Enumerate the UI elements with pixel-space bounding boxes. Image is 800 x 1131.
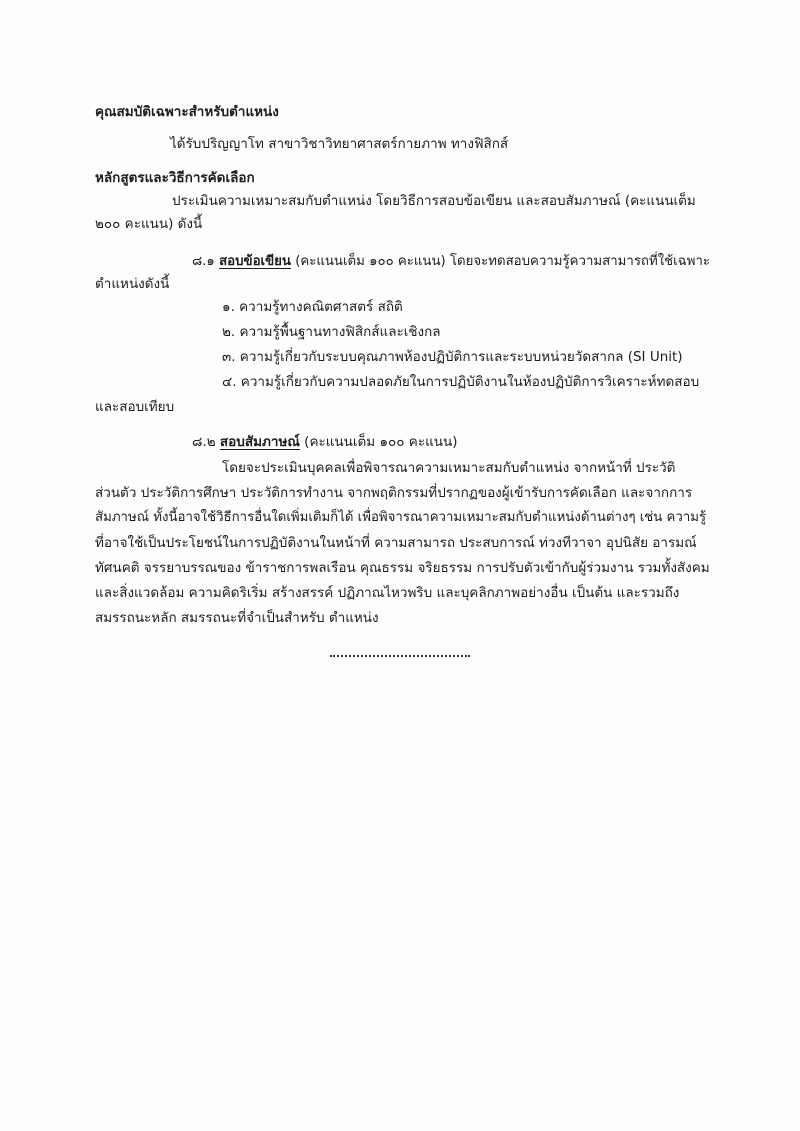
interview-paragraph-line: ทัศนคติ จรรยาบรรณของ ข้าราชการพลเรือน คุณธรรม จริยธรรม การปรับตัวเข้ากับผู้ร่วมงาน รวมทั้งสังคม [95,560,710,576]
interview-paragraph-line: และสิ่งแวดล้อม ความคิดริเริ่ม สร้างสรรค์ ปฏิภาณไหวพริบ และบุคลิกภาพอย่างอื่น เป็นต้น และรวมถึง [95,585,680,601]
selection-heading: หลักสูตรและวิธีการคัดเลือก [95,170,255,186]
interview-number: ๘.๒ [192,434,216,450]
written-exam-number: ๘.๑ [192,254,215,269]
list-item: ๒. ความรู้พื้นฐานทางฟิสิกส์และเชิงกล [222,324,441,340]
list-item: ๔. ความรู้เกี่ยวกับความปลอดภัยในการปฏิบัติงานในห้องปฏิบัติการวิเคราะห์ทดสอบ [222,374,700,390]
written-exam-title: สอบข้อเขียน [219,254,291,269]
selection-intro-line2: ๒๐๐ คะแนน) ดังนี้ [95,216,203,232]
interview-paragraph-line: สมรรถนะหลัก สมรรถนะที่จำเป็นสำหรับ ตำแหน่ง [95,610,379,626]
written-exam-line2: ตำแหน่งดังนี้ [95,276,170,292]
interview-desc: (คะแนนเต็ม ๑๐๐ คะแนน) [304,434,458,450]
interview-heading-line [192,432,458,452]
interview-paragraph-line: โดยจะประเมินบุคคลเพื่อพิจารณาความเหมาะสมกับตำแหน่ง จากหน้าที่ ประวัติ [222,460,676,476]
list-item-continuation: และสอบเทียบ [95,399,175,415]
end-dotted-divider [330,655,470,657]
interview-paragraph-line: สัมภาษณ์ ทั้งนี้อาจใช้วิธีการอื่นใดเพิ่มเติมก็ได้ เพื่อพิจารณาความเหมาะสมกับตำแหน่งด้านต่างๆ เช่น ความรู้ [95,510,707,525]
list-item: ๓. ความรู้เกี่ยวกับระบบคุณภาพห้องปฏิบัติการและระบบหน่วยวัดสากล (SI Unit) [222,349,683,365]
qualifications-heading: คุณสมบัติเฉพาะสำหรับตำแหน่ง [95,104,279,120]
written-exam-desc: (คะแนนเต็ม ๑๐๐ คะแนน) โดยจะทดสอบความรู้ความสามารถที่ใช้เฉพาะ [295,254,711,269]
selection-intro-line1: ประเมินความเหมาะสมกับตำแหน่ง โดยวิธีการสอบข้อเขียน และสอบสัมภาษณ์ (คะแนนเต็ม [172,193,696,209]
interview-paragraph-line: ส่วนตัว ประวัติการศึกษา ประวัติการทำงาน จากพฤติกรรมที่ปรากฏของผู้เข้ารับการคัดเลือก และจากการ [95,485,693,501]
list-item: ๑. ความรู้ทางคณิตศาสตร์ สถิติ [222,299,403,315]
interview-paragraph-line: ที่อาจใช้เป็นประโยชน์ในการปฏิบัติงานในหน้าที่ ความสามารถ ประสบการณ์ ท่วงทีวาจา อุปนิสัย อารมณ์ [95,535,697,551]
written-exam-line1 [192,252,710,272]
qualifications-text: ได้รับปริญญาโท สาขาวิชาวิทยาศาสตร์กายภาพ ทางฟิสิกส์ [170,136,509,152]
interview-title: สอบสัมภาษณ์ [219,434,300,450]
